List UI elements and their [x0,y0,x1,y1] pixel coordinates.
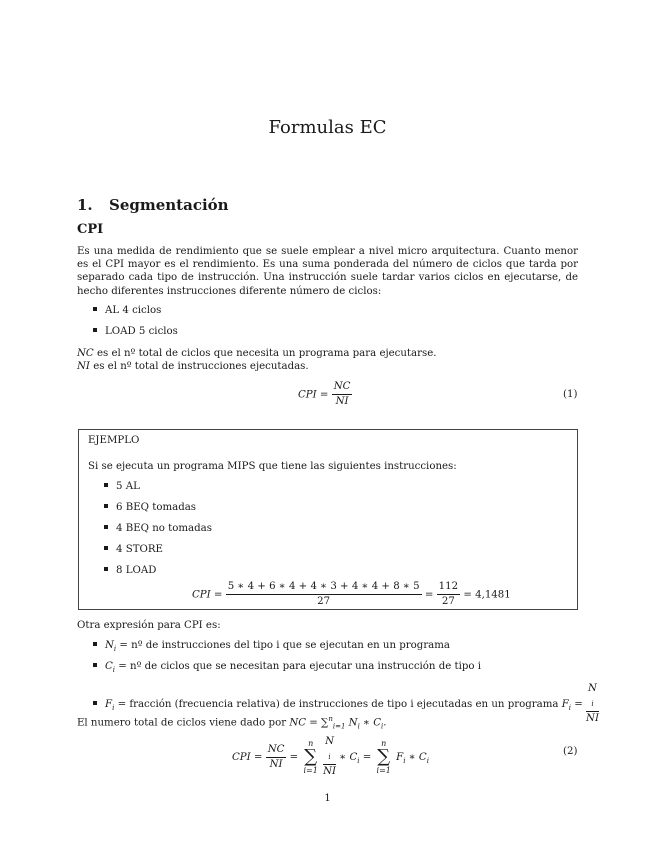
example-heading: EJEMPLO [88,435,140,446]
bullet-icon [93,642,97,646]
example-formula: CPI = $\frac{5 ∗ 4 + 6 ∗ 4 + 4 ∗ 3 + 4 ∗ 4 + 8 ∗ 5}{27}$ = $\frac{112}{27}$ = 4,1481 [192,581,511,607]
section-number: 1. [77,196,93,214]
list-item: $C_i$ = nº de ciclos que se necesitan para ejecutar una instrucción de tipo i [93,661,481,674]
bullet-icon [104,483,108,487]
bullet-icon [104,567,108,571]
nc-definition: NC es el nº total de ciclos que necesita un programa para ejecutarse. [77,348,437,359]
equation-1: CPI = $\frac{NC}{NI}$ [298,381,351,407]
bullet-icon [104,504,108,508]
bullet-icon [93,663,97,667]
bullet-icon [104,525,108,529]
list-item: $F_i$ = fracción (frecuencia relativa) de instrucciones de tipo i ejecutadas en un programa $F_i$ = N $_i$ NI [93,683,599,725]
section-label: Segmentación [109,196,229,214]
list-item: AL 4 ciclos [93,305,161,316]
total-cycles-text: El numero total de ciclos viene dado por NC = ∑$^n_{i=1}$ $N_i$ ∗ $C_i$. [77,715,387,731]
page-title: Formulas EC [268,117,387,138]
example-intro: Si se ejecuta un programa MIPS que tiene las siguientes instrucciones: [88,461,457,472]
intro-paragraph: Es una medida de rendimiento que se suele emplear a nivel micro arquitectura. Cuanto menor es el CPI mayor es el rendimiento. Es una suma ponderada del número de ciclos que tarda por separado cada tipo de instrucción. Una instrucción suele tardar varios ciclos en ejecutarse, de hecho diferentes instrucciones diferente número de ciclos: [77,246,578,297]
bullet-icon [93,328,97,332]
list-item: 8 LOAD [104,565,156,576]
bullet-icon [93,307,97,311]
list-item: $N_i$ = nº de instrucciones del tipo i que se ejecutan en un programa [93,640,450,653]
subsection-heading: CPI [77,222,104,237]
equation-number: (2) [563,746,578,757]
section-heading [77,196,229,214]
list-item: 5 AL [104,481,140,492]
list-item: 6 BEQ tomadas [104,502,196,513]
other-expression-text: Otra expresión para CPI es: [77,620,221,631]
equation-2: CPI = $\frac{NC}{NI}$ = n ∑ i=1 N $_i$ NI ∗ $C_i = n$ ∑ i=1 $F_i$ ∗ $C_i$ [232,736,429,778]
equation-number: (1) [563,389,578,400]
page-number: 1 [324,793,331,804]
list-item: LOAD 5 ciclos [93,326,178,337]
list-item: 4 BEQ no tomadas [104,523,212,534]
bullet-icon [104,546,108,550]
bullet-icon [93,701,97,705]
ni-definition: NI es el nº total de instrucciones ejecutadas. [77,361,309,372]
list-item: 4 STORE [104,544,163,555]
